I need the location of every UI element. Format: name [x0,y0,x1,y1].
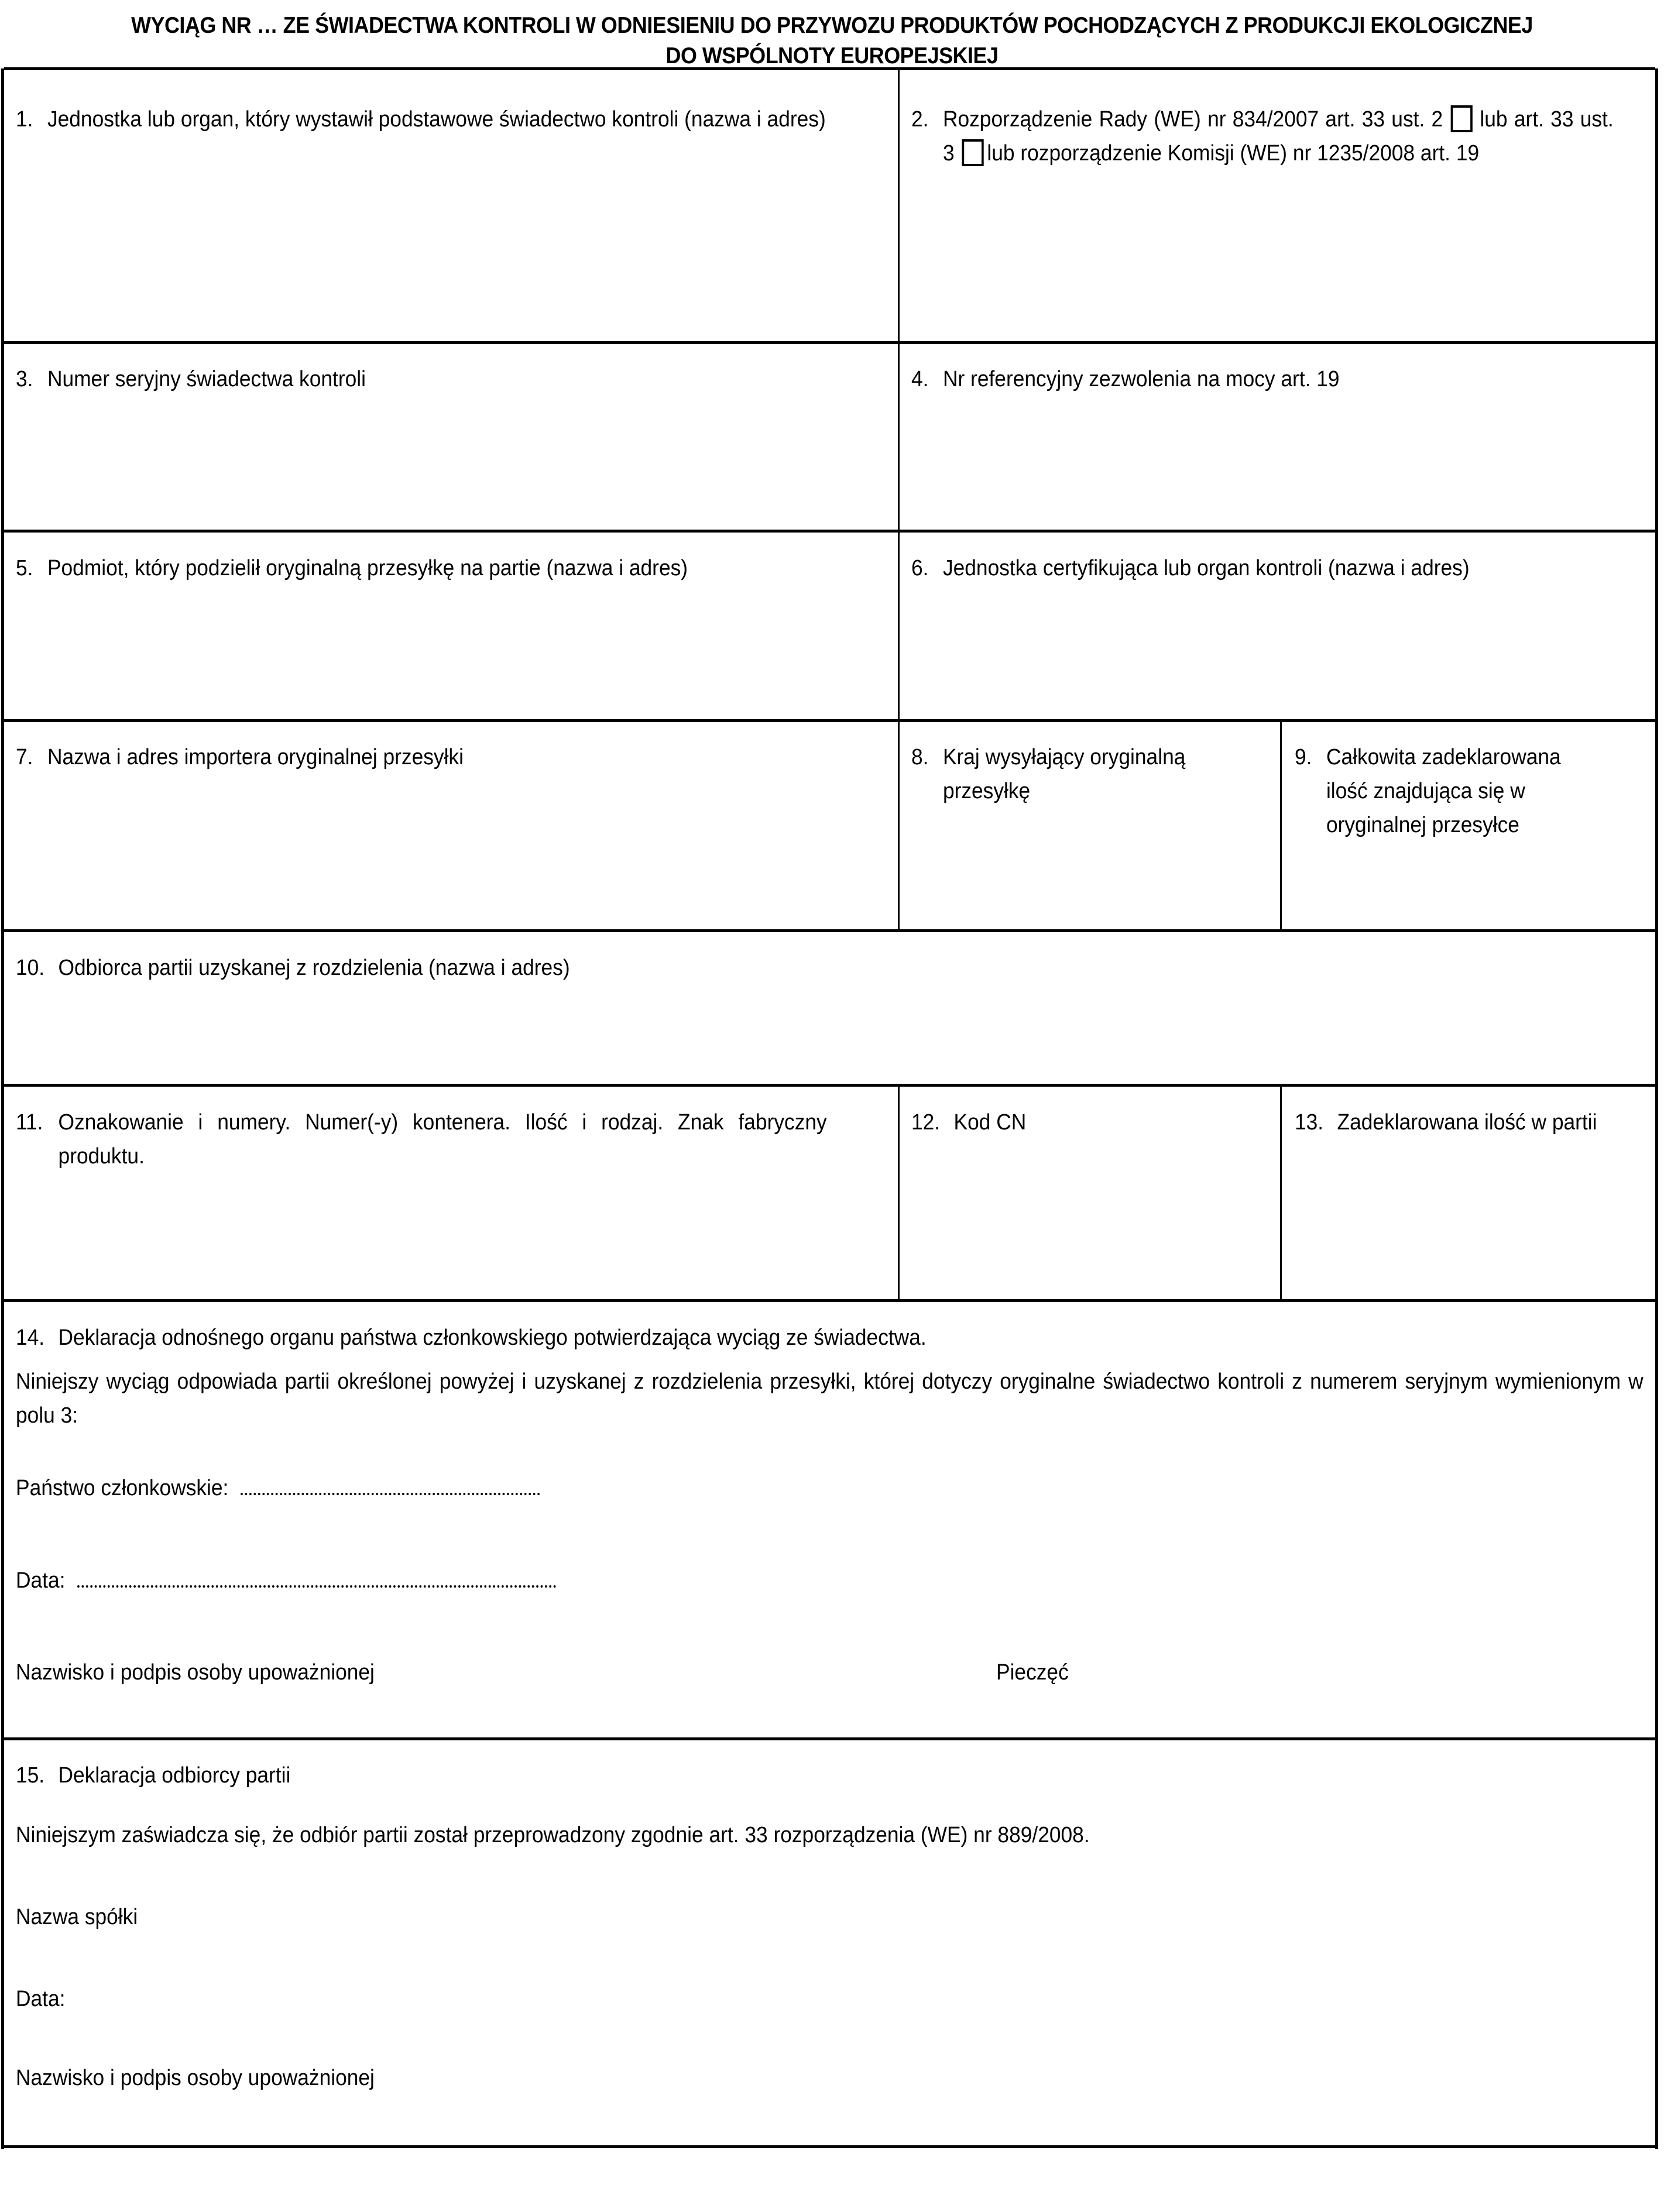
date-label: Data: [16,1568,66,1593]
row-divider-5 [4,1084,1655,1087]
field-14-label: 14. Deklaracja odnośnego organu państwa członkowskiego potwierdzająca wyciąg ze świadectwa. [16,1325,927,1350]
field-2-text-part-2: lub art. 33 ust. 3 [942,107,1614,166]
field-2-text-part-1: Rozporządzenie Rady (WE) nr 834/2007 art. 33 ust. 2 [942,107,1443,132]
field-10-consignee[interactable] [16,951,1649,985]
document-title-line-2: DO WSPÓLNOTY EUROPEJSKIEJ [665,43,999,68]
document-title-line-1: WYCIĄG NR … ZE ŚWIADECTWA KONTROLI W ODNIESIENIU DO PRZYWOZU PRODUKTÓW POCHODZĄCYCH Z PRODUKCJI EKOLOGICZNEJ [131,13,1533,38]
field-15-signature-label[interactable]: Nazwisko i podpis osoby upoważnionej [16,2066,375,2090]
field-14-member-state-row [16,1471,669,1505]
field-14-date-row [16,1564,669,1598]
document-title [67,11,1598,71]
row-divider-7 [4,1737,1655,1740]
field-3-label: 3. Numer seryjny świadectwa kontroli [16,367,366,391]
row-divider-1 [4,341,1655,344]
row-divider-4 [4,929,1655,932]
field-7-importer[interactable] [16,740,888,774]
column-divider-12-13 [1280,1086,1282,1301]
field-14-statement: Niniejszy wyciąg odpowiada partii określonej powyżej i uzyskanej z rozdzielenia przesyłki, której dotyczy oryginalne świadectwo kontroli z numerem seryjnym wymienionym w polu 3: [16,1369,1644,1428]
field-12-label: 12. Kod CN [911,1110,1027,1135]
field-7-label: 7. Nazwa i adres importera oryginalnej przesyłki [16,745,464,770]
field-11-label: 11. Oznakowanie i numery. Numer(-y) kontenera. Ilość i rodzaj. Znak fabryczny produktu. [16,1110,827,1169]
field-14-member-state-declaration [16,1321,1649,1355]
row-divider-2 [4,530,1655,533]
field-13-declared-quantity-lot[interactable] [1295,1105,1658,1139]
field-13-label: 13. Zadeklarowana ilość w partii [1295,1110,1597,1135]
checkbox-art33-ust2[interactable] [1450,105,1472,132]
field-9-label: 9. Całkowita zadeklarowana ilość znajdująca się w oryginalnej przesyłce [1295,745,1561,837]
field-8-label: 8. Kraj wysyłający oryginalną przesyłkę [911,745,1186,803]
field-6-control-body[interactable] [911,551,1655,585]
field-15-date-label[interactable]: Data: [16,1987,66,2011]
field-14-stamp-label: Pieczęć [996,1660,1069,1685]
date-input[interactable] [77,1571,556,1588]
field-14-signature-label: Nazwisko i podpis osoby upoważnionej [16,1660,375,1685]
field-5-splitting-operator[interactable] [16,551,888,585]
field-11-marks-and-numbers[interactable] [16,1105,888,1173]
field-2-text-part-3: lub rozporządzenie Komisji (WE) nr 1235/2008 art. 19 [987,141,1480,166]
member-state-label: Państwo członkowskie: [16,1476,229,1500]
field-4-authorisation-reference[interactable] [911,362,1655,396]
form-bottom-border [4,2145,1655,2148]
field-3-serial-number[interactable] [16,362,888,396]
field-15-label: 15. Deklaracja odbiorcy partii [16,1763,291,1788]
field-8-exporting-country[interactable] [911,740,1286,808]
field-10-label: 10. Odbiorca partii uzyskanej z rozdzielenia (nazwa i adres) [16,956,570,980]
field-6-label: 6. Jednostka certyfikująca lub organ kontroli (nazwa i adres) [911,556,1470,581]
form-top-border [4,67,1655,70]
column-divider-11-12 [898,1086,900,1301]
field-1-label: 1. Jednostka lub organ, który wystawił podstawowe świadectwo kontroli (nazwa i adres) [16,107,826,132]
checkbox-art33-ust3[interactable] [962,139,984,166]
row-divider-3 [4,719,1655,722]
member-state-input[interactable] [241,1479,540,1495]
field-12-cn-code[interactable] [911,1105,1274,1139]
certificate-extract-form [1,68,1658,2149]
field-2-regulation [911,102,1664,170]
field-5-label: 5. Podmiot, który podzielił oryginalną przesyłkę na partie (nazwa i adres) [16,556,688,581]
field-2-label: 2. Rozporządzenie Rady (WE) nr 834/2007 art. 33 ust. 2 lub art. 33 ust. 3 lub rozporządzenie Komisji (WE) nr 1235/2008 art. 19 [911,102,1614,170]
field-15-consignee-declaration [16,1758,1649,1792]
column-divider-main [898,68,900,931]
field-9-total-declared-quantity[interactable] [1295,740,1622,842]
field-1-issuing-body[interactable] [16,102,888,136]
row-divider-6 [4,1299,1655,1302]
field-15-company-label[interactable]: Nazwa spółki [16,1905,138,1929]
field-15-statement: Niniejszym zaświadcza się, że odbiór partii został przeprowadzony zgodnie art. 33 rozporządzenia (WE) nr 889/2008. [16,1823,1090,1847]
field-4-label: 4. Nr referencyjny zezwolenia na mocy art. 19 [911,367,1340,391]
